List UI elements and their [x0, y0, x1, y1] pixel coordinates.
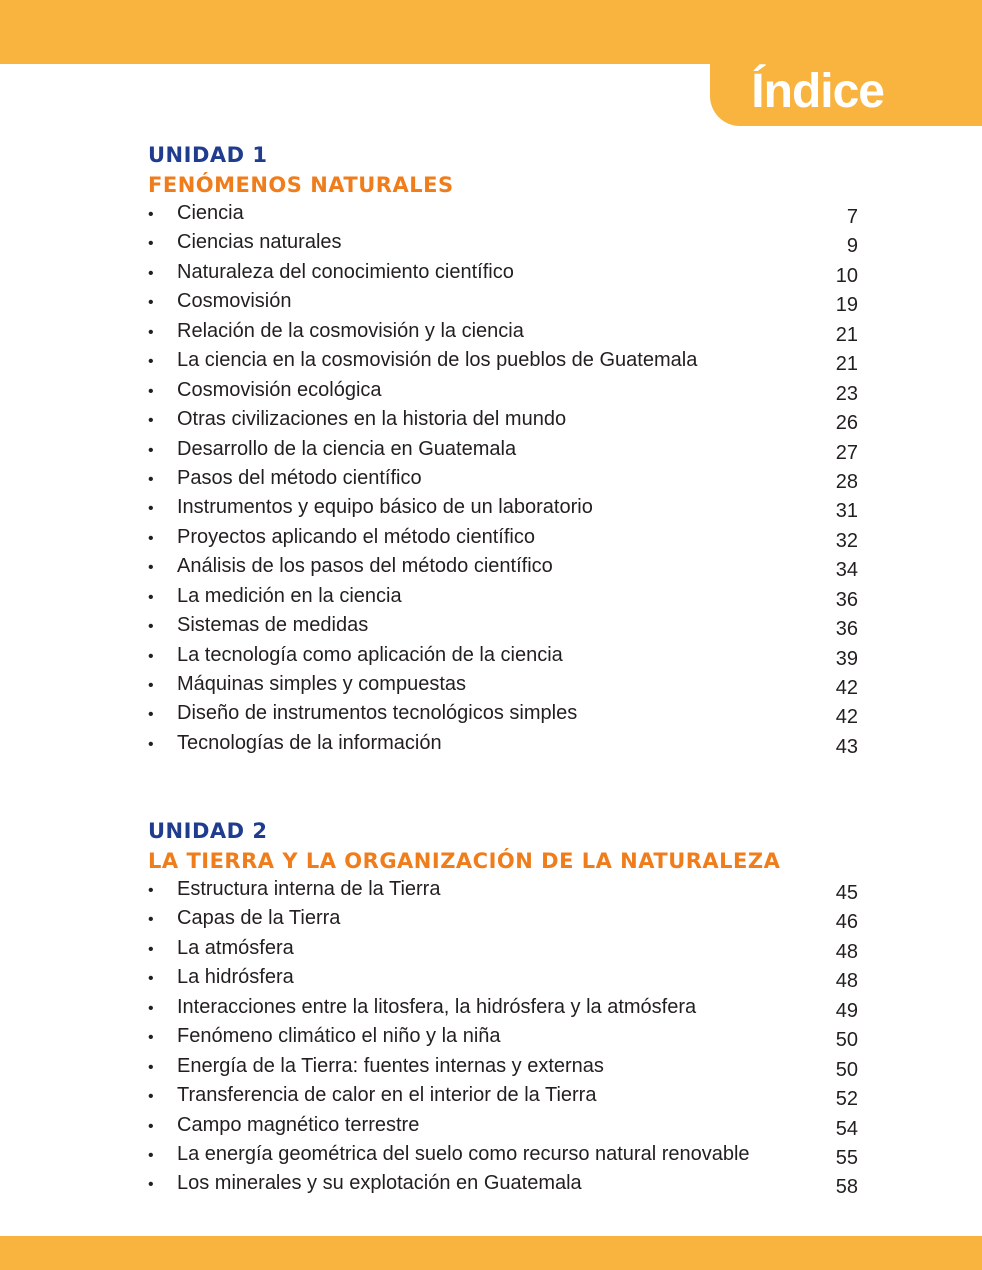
toc-entry	[148, 377, 868, 406]
toc-entry-title: Los minerales y su explotación en Guatemala	[177, 1172, 582, 1195]
toc-entry-page-number: 54	[835, 1117, 858, 1140]
toc-entry-page-number: 50	[835, 1029, 858, 1052]
toc-entry-page-number: 43	[835, 735, 858, 758]
toc-entry-page-number: 42	[835, 706, 858, 729]
bullet-icon: •	[148, 529, 154, 547]
toc-entry-title: Capas de la Tierra	[177, 907, 341, 930]
unit-2-title: LA TIERRA Y LA ORGANIZACIÓN DE LA NATURALEZA	[148, 849, 781, 873]
toc-entry-title: Fenómeno climático el niño y la niña	[177, 1025, 501, 1048]
toc-entry-page-number: 48	[835, 940, 858, 963]
bullet-icon: •	[148, 677, 154, 694]
toc-entry-page-number: 45	[835, 882, 858, 904]
toc-entry-page-number: 36	[835, 618, 858, 641]
toc-entry-page-number: 49	[835, 999, 858, 1022]
bullet-icon: •	[148, 382, 154, 400]
toc-entry	[148, 1170, 868, 1199]
bullet-icon: •	[148, 882, 154, 899]
toc-entry	[148, 406, 868, 435]
bullet-icon: •	[148, 559, 154, 577]
toc-entry	[148, 935, 868, 964]
toc-entry-title: La tecnología como aplicación de la ciencia	[177, 643, 563, 666]
bullet-icon: •	[148, 1176, 154, 1194]
toc-entry-title: La medición en la ciencia	[177, 584, 402, 607]
toc-entry-page-number: 27	[835, 441, 858, 464]
bullet-icon: •	[148, 323, 154, 341]
toc-entry-title: Pasos del método científico	[177, 466, 422, 489]
toc-entry-page-number: 21	[835, 323, 858, 346]
toc-entry-title: La energía geométrica del suelo como recurso natural renovable	[177, 1142, 750, 1165]
toc-entry	[148, 229, 868, 258]
bullet-icon: •	[148, 441, 154, 459]
bullet-icon: •	[148, 1029, 154, 1047]
toc-entry-page-number: 55	[835, 1146, 858, 1169]
toc-entry-page-number: 34	[835, 559, 858, 582]
bullet-icon: •	[148, 999, 154, 1017]
toc-entry	[148, 964, 868, 993]
toc-entry-page-number: 36	[835, 588, 858, 611]
toc-entry-title: La atmósfera	[177, 936, 294, 959]
toc-entry-page-number: 42	[835, 677, 858, 699]
toc-entry	[148, 288, 868, 317]
toc-entry	[148, 1082, 868, 1111]
toc-entry-title: Otras civilizaciones en la historia del mundo	[177, 408, 567, 431]
toc-entry-page-number: 48	[835, 970, 858, 993]
bullet-icon: •	[148, 618, 154, 636]
toc-entry-title: Ciencia	[177, 202, 244, 224]
toc-entry-title: Naturaleza del conocimiento científico	[177, 260, 514, 283]
toc-entry-page-number: 58	[835, 1176, 858, 1199]
toc-entry	[148, 876, 868, 905]
page-title: Índice	[751, 65, 884, 118]
toc-entry-page-number: 39	[835, 647, 858, 670]
toc-entry-page-number: 46	[835, 911, 858, 934]
bullet-icon: •	[148, 911, 154, 929]
bullet-icon: •	[148, 735, 154, 753]
toc-entry-page-number: 32	[835, 529, 858, 552]
toc-entry-title: Proyectos aplicando el método científico	[177, 525, 535, 548]
bullet-icon: •	[148, 294, 154, 312]
unit-2-label: UNIDAD 2	[148, 819, 268, 843]
toc-entry-page-number: 23	[835, 382, 858, 405]
toc-entry-page-number: 10	[835, 264, 858, 287]
toc-entry-page-number: 28	[835, 470, 858, 493]
toc-entry-title: Transferencia de calor en el interior de la Tierra	[177, 1084, 597, 1107]
footer-band	[0, 1236, 982, 1270]
bullet-icon: •	[148, 412, 154, 430]
toc-entry-title: Energía de la Tierra: fuentes internas y externas	[177, 1054, 604, 1077]
unit-2-toc-list	[148, 876, 868, 1200]
bullet-icon: •	[148, 1117, 154, 1135]
toc-entry-page-number: 50	[835, 1058, 858, 1081]
toc-entry-title: Cosmovisión ecológica	[177, 378, 382, 401]
toc-entry	[148, 259, 868, 288]
toc-entry-title: Estructura interna de la Tierra	[177, 878, 441, 900]
toc-entry	[148, 1112, 868, 1141]
bullet-icon: •	[148, 1146, 154, 1164]
bullet-icon: •	[148, 206, 154, 223]
toc-entry	[148, 524, 868, 553]
toc-entry-title: Ciencias naturales	[177, 231, 342, 254]
toc-entry	[148, 347, 868, 376]
unit-1-label: UNIDAD 1	[148, 143, 268, 167]
toc-entry-title: La hidrósfera	[177, 966, 294, 989]
toc-entry	[148, 553, 868, 582]
bullet-icon: •	[148, 940, 154, 958]
toc-entry	[148, 642, 868, 671]
header-band	[0, 0, 982, 64]
toc-entry-title: La ciencia en la cosmovisión de los pueblos de Guatemala	[177, 349, 698, 372]
toc-entry	[148, 318, 868, 347]
toc-entry-title: Cosmovisión	[177, 290, 292, 313]
toc-entry	[148, 671, 868, 700]
bullet-icon: •	[148, 706, 154, 724]
bullet-icon: •	[148, 970, 154, 988]
toc-entry	[148, 612, 868, 641]
toc-entry	[148, 905, 868, 934]
toc-entry-page-number: 21	[835, 353, 858, 376]
bullet-icon: •	[148, 235, 154, 253]
toc-entry-title: Sistemas de medidas	[177, 614, 369, 637]
bullet-icon: •	[148, 264, 154, 282]
toc-entry	[148, 436, 868, 465]
bullet-icon: •	[148, 500, 154, 518]
toc-entry-title: Relación de la cosmovisión y la ciencia	[177, 319, 524, 342]
bullet-icon: •	[148, 588, 154, 606]
unit-1-section	[148, 141, 868, 759]
toc-entry	[148, 994, 868, 1023]
toc-entry-page-number: 31	[835, 500, 858, 523]
toc-entry	[148, 1023, 868, 1052]
bullet-icon: •	[148, 470, 154, 488]
toc-entry	[148, 465, 868, 494]
unit-1-toc-list	[148, 200, 868, 759]
toc-entry-title: Campo magnético terrestre	[177, 1113, 420, 1136]
toc-entry	[148, 1053, 868, 1082]
toc-entry-title: Tecnologías de la información	[177, 731, 442, 754]
toc-entry-title: Análisis de los pasos del método científico	[177, 555, 553, 578]
toc-entry	[148, 494, 868, 523]
unit-1-title: FENÓMENOS NATURALES	[148, 173, 454, 197]
toc-entry-title: Máquinas simples y compuestas	[177, 673, 467, 695]
toc-entry	[148, 730, 868, 759]
toc-entry	[148, 200, 868, 229]
bullet-icon: •	[148, 1088, 154, 1106]
bullet-icon: •	[148, 1058, 154, 1076]
toc-entry-page-number: 52	[835, 1088, 858, 1111]
bullet-icon: •	[148, 647, 154, 665]
toc-entry-page-number: 7	[846, 206, 858, 228]
toc-entry-page-number: 19	[835, 294, 858, 317]
toc-entry	[148, 1141, 868, 1170]
toc-entry-title: Diseño de instrumentos tecnológicos simples	[177, 702, 578, 725]
toc-entry-title: Instrumentos y equipo básico de un laboratorio	[177, 496, 593, 519]
toc-entry	[148, 700, 868, 729]
toc-entry-page-number: 9	[846, 235, 858, 258]
toc-entry	[148, 583, 868, 612]
unit-2-section	[148, 817, 868, 1200]
bullet-icon: •	[148, 353, 154, 371]
toc-entry-title: Desarrollo de la ciencia en Guatemala	[177, 437, 517, 460]
toc-entry-title: Interacciones entre la litosfera, la hidrósfera y la atmósfera	[177, 995, 697, 1018]
toc-entry-page-number: 26	[835, 412, 858, 435]
